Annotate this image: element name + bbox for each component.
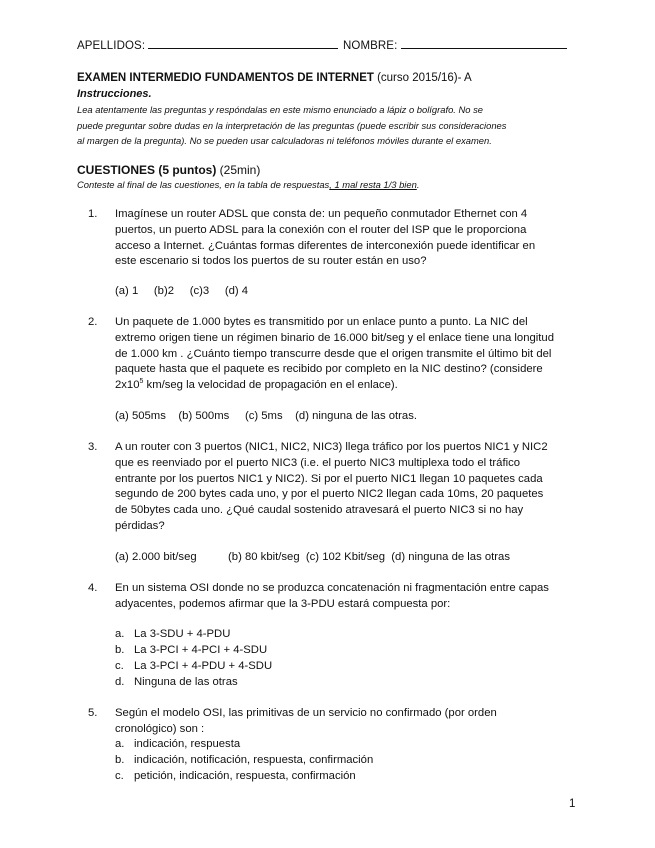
question-text: [115, 207, 585, 270]
question-line: pérdidas?: [115, 519, 165, 532]
nombre-field: [343, 38, 567, 52]
section-subtitle-post: .: [416, 179, 420, 190]
nombre-label: NOMBRE:: [343, 40, 398, 52]
question-line: que es reenviado por el puerto NIC3 (i.e. el puerto NIC3 multiplexa todo el tráfico: [115, 456, 521, 469]
question-line: Imagínese un router ADSL que consta de: un pequeño conmutador Ethernet con 4: [115, 208, 528, 220]
apellidos-field: [77, 38, 338, 52]
instructions-heading: Instrucciones.: [77, 88, 152, 100]
question-number: 4.: [88, 582, 98, 594]
instructions-line: puede preguntar sobre dudas en la interpretación de las preguntas (puede escribir sus consideraciones: [77, 119, 507, 131]
section-subtitle-pre: Conteste al final de las cuestiones, en la tabla de respuestas: [77, 179, 330, 190]
list-marker: a.: [115, 628, 125, 640]
question-text: [115, 706, 585, 738]
section-title: [77, 163, 260, 177]
question-options: (a) 505ms (b) 500ms (c) 5ms (d) ninguna de las otras.: [115, 410, 417, 422]
question-number: 3.: [88, 441, 98, 453]
section-title-time: (25min): [216, 163, 261, 177]
question-line: En un sistema OSI donde no se produzca concatenación ni fragmentación entre capas: [115, 582, 549, 594]
question-line: adyacentes, podemos afirmar que la 3-PDU estará compuesta por:: [115, 597, 451, 610]
page-number: 1: [569, 798, 576, 810]
exam-title: [77, 72, 472, 84]
section-subtitle: [77, 179, 419, 190]
question-line: cronológico) son :: [115, 722, 205, 735]
scientific-base: 2x10: [115, 379, 140, 392]
list-text: indicación, notificación, respuesta, confirmación: [134, 754, 374, 766]
question-line: acceso a Internet. ¿Cuántas formas diferentes de interconexión puede identificar en: [115, 239, 536, 252]
apellidos-label: APELLIDOS:: [77, 40, 146, 52]
question-text: [115, 440, 585, 535]
question-line: paquete hasta que el paquete es recibido por completo en la NIC destino? (considere: [115, 363, 543, 376]
list-text: petición, indicación, respuesta, confirmación: [134, 770, 356, 782]
question-line: este escenario si todos los puertos de su router están en uso?: [115, 255, 427, 268]
list-text: Ninguna de las otras: [134, 676, 238, 688]
section-subtitle-underlined: , 1 mal resta 1/3 bien: [329, 179, 417, 190]
list-text: La 3-PCI + 4-PCI + 4-SDU: [134, 644, 268, 656]
exam-title-bold: EXAMEN INTERMEDIO FUNDAMENTOS DE INTERNET: [77, 72, 374, 84]
list-text: La 3-PCI + 4-PDU + 4-SDU: [134, 660, 273, 672]
question-line: Un paquete de 1.000 bytes es transmitido por un enlace punto a punto. La NIC del: [115, 316, 528, 328]
question-line: A un router con 3 puertos (NIC1, NIC2, NIC3) llega tráfico por los puertos NIC1 y NIC2: [115, 441, 548, 453]
list-marker: a.: [115, 738, 125, 750]
question-options: (a) 1 (b)2 (c)3 (d) 4: [115, 285, 249, 297]
question-text: [115, 581, 585, 613]
list-marker: b.: [115, 644, 125, 656]
question-line: de 1.000 km . ¿Cuánto tiempo transcurre desde que el origen transmite el último bit del: [115, 347, 552, 360]
list-text: La 3-SDU + 4-PDU: [134, 628, 231, 640]
section-title-bold: CUESTIONES (5 puntos): [77, 163, 217, 177]
question-line: [115, 378, 585, 394]
question-line: segundo de 200 bytes cada uno, y por el puerto NIC2 llegan cada 10ms, 20 paquetes: [115, 488, 544, 501]
question-line: de 50bytes cada uno. ¿Qué caudal sostenido atravesará el puerto NIC3 si no hay: [115, 504, 524, 517]
question-line: puertos, un puerto ADSL para la conexión con el router del ISP que le proporciona: [115, 223, 527, 236]
nombre-blank[interactable]: [401, 38, 567, 49]
list-text: indicación, respuesta: [134, 738, 241, 750]
question-number: 2.: [88, 316, 98, 328]
question-number: 1.: [88, 208, 98, 220]
question-line-rest: km/seg la velocidad de propagación en el enlace).: [143, 379, 398, 392]
instructions-line: al margen de la pregunta). No se pueden usar calculadoras ni teléfonos móviles durante el examen.: [77, 135, 492, 146]
scientific-exponent: 5: [139, 378, 144, 386]
question-text: [115, 315, 585, 394]
question-line: entrante por los puertos NIC1 y NIC2). Si por el puerto NIC1 llegan 10 paquetes cada: [115, 472, 543, 485]
list-marker: d.: [115, 676, 125, 688]
question-options: (a) 2.000 bit/seg (b) 80 kbit/seg (c) 102 Kbit/seg (d) ninguna de las otras: [115, 551, 510, 563]
question-line: extremo origen tiene un régimen binario de 16.000 bit/seg y el enlace tiene una longitud: [115, 331, 554, 344]
list-marker: c.: [115, 660, 124, 672]
instructions-text: [77, 102, 582, 149]
question-line: Según el modelo OSI, las primitivas de un servicio no confirmado (por orden: [115, 707, 497, 719]
exam-title-course: (curso 2015/16)- A: [373, 72, 472, 84]
list-marker: b.: [115, 754, 125, 766]
apellidos-blank[interactable]: [148, 38, 338, 49]
instructions-line: Lea atentamente las preguntas y respóndalas en este mismo enunciado a lápiz o bolígrafo. No se: [77, 104, 483, 115]
list-marker: c.: [115, 770, 124, 782]
question-number: 5.: [88, 707, 98, 719]
